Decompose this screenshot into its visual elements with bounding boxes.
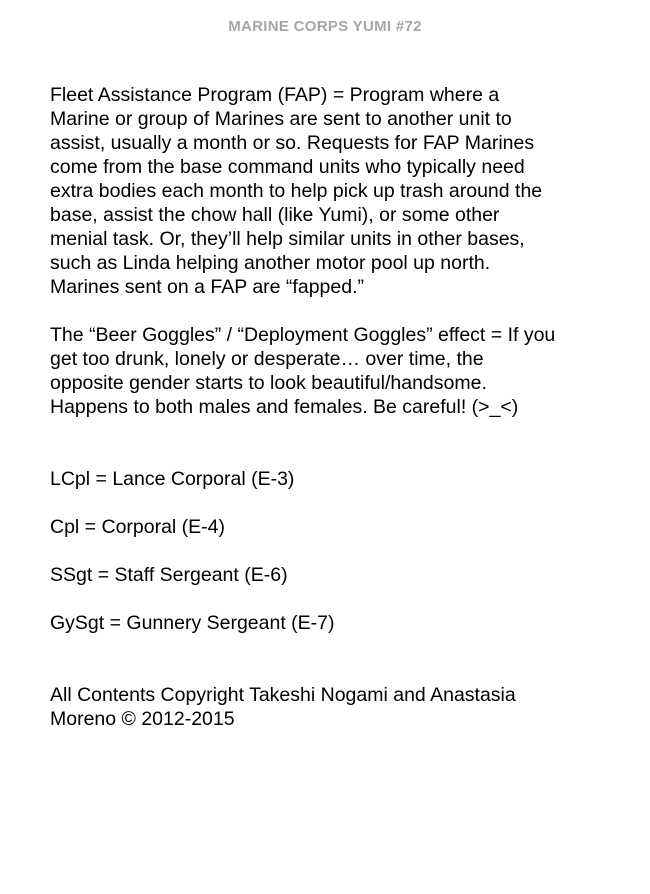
text-line: The “Beer Goggles” / “Deployment Goggles” effect = If you <box>50 324 556 346</box>
rank-definition-ssgt: SSgt = Staff Sergeant (E-6) <box>50 564 288 586</box>
copyright-notice <box>50 683 570 731</box>
text-line: get too drunk, lonely or desperate… over time, the <box>50 348 484 370</box>
page-title: MARINE CORPS YUMI #72 <box>228 18 422 35</box>
text-line: Marine or group of Marines are sent to another unit to <box>50 108 512 130</box>
goggles-definition-paragraph <box>50 323 620 419</box>
text-line: Marines sent on a FAP are “fapped.” <box>50 276 364 298</box>
text-line: extra bodies each month to help pick up trash around the <box>50 180 543 202</box>
rank-definition-cpl: Cpl = Corporal (E-4) <box>50 516 226 538</box>
text-line: menial task. Or, they’ll help similar units in other bases, <box>50 228 525 250</box>
text-line: Moreno © 2012-2015 <box>50 708 235 730</box>
rank-definition-gysgt: GySgt = Gunnery Sergeant (E-7) <box>50 612 335 634</box>
text-line: base, assist the chow hall (like Yumi), or some other <box>50 204 500 226</box>
text-line: assist, usually a month or so. Requests for FAP Marines <box>50 132 535 154</box>
text-line: Fleet Assistance Program (FAP) = Program where a <box>50 84 500 106</box>
text-line: come from the base command units who typically need <box>50 156 525 178</box>
text-line: such as Linda helping another motor pool up north. <box>50 252 491 274</box>
fap-definition-paragraph <box>50 83 610 299</box>
rank-definition-lcpl: LCpl = Lance Corporal (E-3) <box>50 468 295 490</box>
text-line: opposite gender starts to look beautiful/handsome. <box>50 372 487 394</box>
text-line: Happens to both males and females. Be careful! (>_<) <box>50 396 519 418</box>
text-line: All Contents Copyright Takeshi Nogami and Anastasia <box>50 684 516 706</box>
